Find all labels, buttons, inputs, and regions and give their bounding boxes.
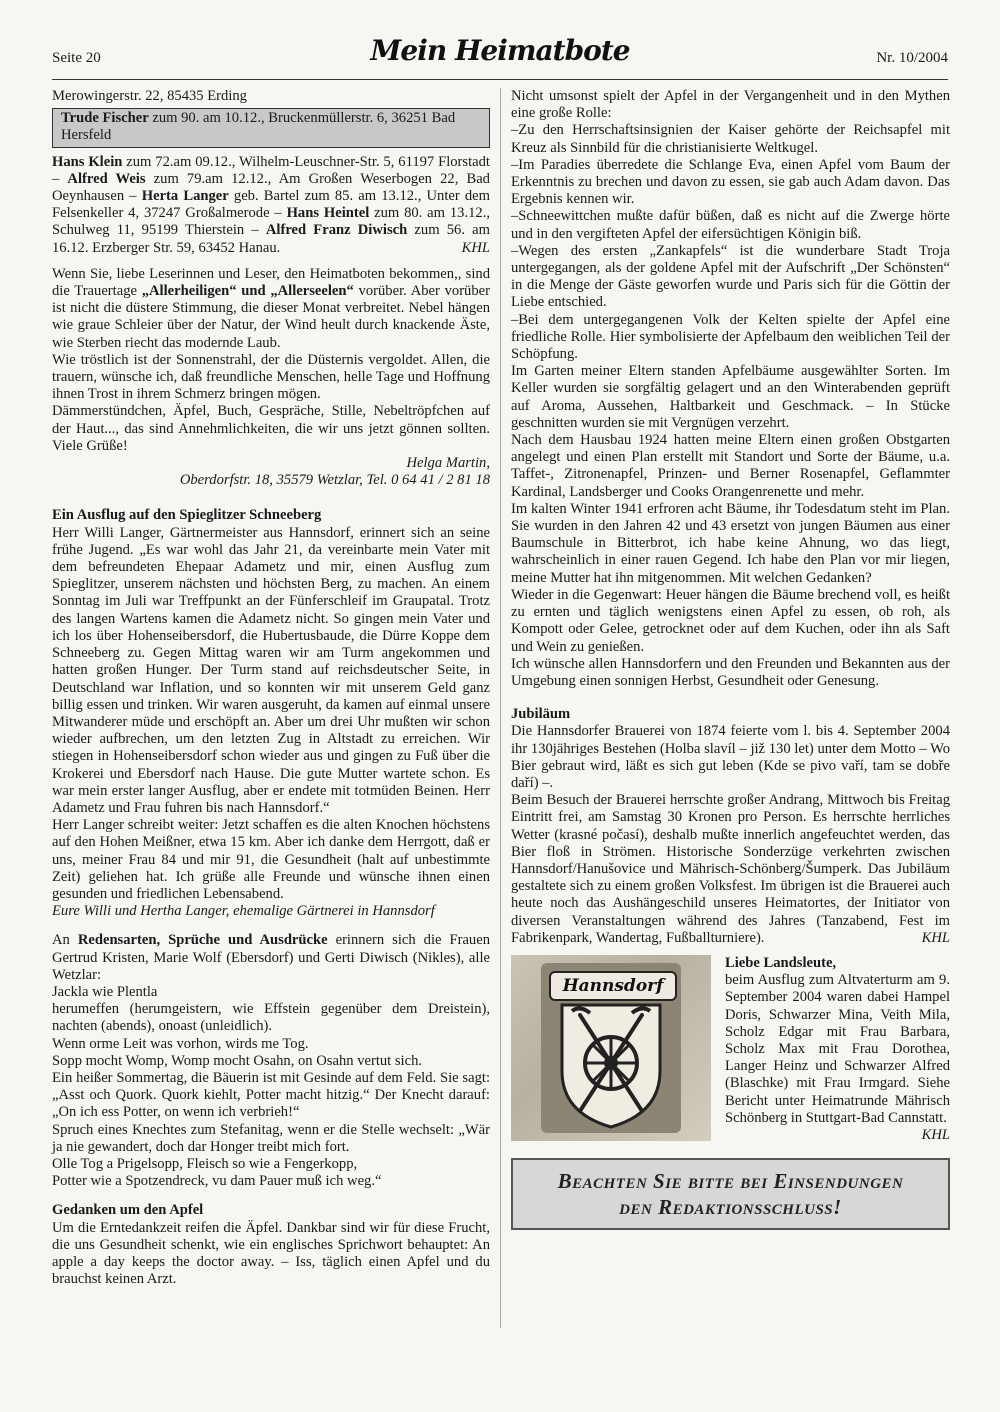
- box-text: zum 90. am 10.12., Bruckenmüllerstr. 6, 36251 Bad Hersfeld: [61, 110, 456, 144]
- jubilee-signature: KHL: [921, 929, 950, 946]
- saying-line: Wenn orme Leit was vorhon, wirds me Tog.: [52, 1035, 309, 1052]
- birthday-name: Alfred Weis: [67, 170, 146, 187]
- letter-text: Wenn Sie, liebe Leserinnen und Leser, den Heimatboten bekommen,, sind die Trauertage: [52, 265, 490, 300]
- sayings-emphasis: Redensarten, Sprüche und Ausdrücke: [77, 932, 328, 949]
- address-line: Merowingerstr. 22, 85435 Erding: [52, 88, 247, 104]
- birthday-text: zum 79.am 12.12., Am Großen Weserbogen 22, Bad Oeynhausen –: [52, 170, 490, 205]
- apple-paragraph: Im Garten meiner Eltern standen Apfelbäume ausgewählter Sorten. Im Keller wurden sie sorgfältig gelagert und an den Winterabenden geprüft auf Aroma, Aussehen, Haltbarkeit und Geschmack. – In Stücke geschnitten wurden sie mit Vergnügen verzehrt.: [511, 363, 950, 431]
- right-column: [511, 88, 950, 1230]
- birthday-name: Hans Heintel: [286, 205, 370, 222]
- saying-line: Olle Tog a Prigelsopp, Fleisch so wie a Fengerkopp,: [52, 1155, 358, 1172]
- saying-line: Ein heißer Sommertag, die Bäuerin ist mit Gesinde auf dem Feld. Sie sagt: „Asst och Quork. Quork kiehlt, Potter macht hitzig.“ Der Knecht darauf: „On ich ess Potter, on wenn ich verbrieh!“: [52, 1069, 490, 1121]
- highlight-box: [52, 108, 490, 147]
- sayings-text: An: [52, 932, 78, 949]
- signature-address: Oberdorfstr. 18, 35579 Wetzlar, Tel. 0 64 41 / 2 81 18: [179, 472, 490, 489]
- birthday-name: Herta Langer: [141, 188, 229, 205]
- landsleute-paragraph: [725, 972, 950, 1143]
- page-number: Seite 20: [52, 50, 101, 66]
- saying-line: herumeffen (herumgeistern, wie Effstein gegenüber dem Dreistein), nachten (abends), onoast (unleidlich).: [52, 1001, 490, 1035]
- jubilee-paragraph: [511, 792, 950, 947]
- birthday-text: geb. Bartel zum 85. am 13.12., Unter dem Felsenkeller 4, 37247 Großalmerode –: [52, 188, 490, 222]
- trip-paragraph: Herr Willi Langer, Gärtnermeister aus Hannsdorf, erinnert sich an seine frühe Jugend. „Es war wohl das Jahr 21, da vereinbarte mein Vater mit dem befreundeten Ehepaar Adametz und mir, einen Ausflug zum Spieglitzer, unserem nächsten und höchsten Berg, zu machen. An einem Sonntag im Juli war Treffpunkt an der Fünferschleif im Graupatal. Trotz des langen Wartens kamen die Adametz nicht. So gingen mein Vater und ich los über Hohenseibersdorf, die Hubertusbaude, die Dürre Koppe dem Schneeberg zu. Gegen Mittag waren wir am Turm angekommen und hatten großen Hunger. Der Turm stand auf reichsdeutscher Seite, in Deutschland war Inflation, und so konnten wir mit unserem Geld ganz billig essen und trinken. Wir waren ausgeruht, da kamen auf einmal unsere Mitwanderer müde und erschöpft an. Aber um drei Uhr mußten wir schon wieder aufbrechen, um den letzten Zug in Altstadt zu erreichen. Wir stiegen in Hohenseibersdorf schon wieder aus und gingen zu Fuß über die Krokerei und Ebersdorf nach Hause. Die gute Mutter wartete schon. Es war mein erster langer Ausflug, aber er endete mit totmüden Beinen. Herr Adametz und Frau fuhren bis nach Hannsdorf.“: [52, 524, 490, 816]
- letter-text: vorüber. Aber vorüber ist nicht die düstere Stimmung, die dieser Monat verbreitet. Nebel hängen wie graue Schleier über der Natur, der Wind heult durch knackende Äste, wie Sterben riecht das modernde Laub.: [52, 283, 490, 351]
- birthday-text: zum 56. am 16.12. Erzberger Str. 59, 63452 Hanau.: [52, 222, 490, 256]
- saying-line: Jackla wie Plentla: [52, 983, 158, 1000]
- trip-signature-text: Eure Willi und Hertha Langer, ehemalige Gärtnerei in Hannsdorf: [52, 903, 435, 920]
- shield-icon: [558, 1001, 664, 1129]
- sayings-text: erinnern sich die Frauen Gertrud Kristen, Marie Wolf (Ebersdorf) und Gerti Diwisch (Nikles), alle Wetzlar:: [52, 932, 490, 983]
- apple-paragraph: Im kalten Winter 1941 erfroren acht Bäume, ihr Todesdatum steht im Plan. Sie wurden in den Jahren 42 und 43 ersetzt von jungen Bäumen aus einer Baumschule in Bitterbrot, ich habe keine Ahnung, wo das liegt, wahrscheinlich in einer rauen Gegend. Ich habe den Plan vor mir liegen, meine Mutter hat ihn mitgenommen. Mit welchen Gedanken?: [511, 500, 950, 586]
- birthday-list: [52, 154, 490, 257]
- letter-paragraph: [52, 266, 490, 352]
- header-divider: [52, 79, 948, 80]
- jubilee-paragraph: Die Hannsdorfer Brauerei von 1874 feierte vom l. bis 4. September 2004 ihr 130jähriges Bestehen (Holba slavíl – již 130 let) unter dem Motto – Wo Bier gebraut wird, läßt es sich gut leben (Kde se pivo vaří, tam se dobře daří) –.: [511, 723, 950, 791]
- column-divider: [500, 88, 501, 1328]
- birthday-text: zum 72.am 09.12., Wilhelm-Leuschner-Str. 5, 61197 Florstadt –: [52, 153, 490, 187]
- notice-line: Beachten Sie bitte bei Einsendungen: [557, 1169, 904, 1194]
- letter-emphasis: „Allerheiligen“ und „Allerseelen“: [141, 283, 354, 300]
- apple-paragraph: Ich wünsche allen Hannsdorfern und den Freunden und Bekannten aus der Umgebung einen sonnigen Herbst, Gesundheit oder Genesung.: [511, 655, 950, 689]
- apple-paragraph: Nach dem Hausbau 1924 hatten meine Eltern einen großen Obstgarten angelegt und einen Plan erstellt mit Standort und Sorte der Bäume, u.a. Taffet-, Zitronenapfel, Prinzen- und Berner Rosenapfel, Geflammter Kardinal, Landsberger und Cooks Orangenrenette und mehr.: [511, 432, 950, 500]
- apple-paragraph: –Schneewittchen mußte dafür büßen, daß es nicht auf die Zwerge hörte und in den vergifteten Apfel der eifersüchtigen Königin biß.: [511, 208, 950, 242]
- apple-paragraph: Nicht umsonst spielt der Apfel in der Vergangenheit und in den Mythen eine große Rolle:: [511, 88, 950, 122]
- saying-line: Potter wie a Spotzendreck, vu dam Pauer muß ich weg.“: [52, 1173, 382, 1190]
- landsleute-signature: KHL: [921, 1126, 950, 1143]
- signature-name: Helga Martin,: [406, 455, 490, 472]
- trip-title: Ein Ausflug auf den Spieglitzer Schneeberg: [52, 507, 322, 524]
- jubilee-title: Jubiläum: [511, 706, 571, 723]
- letter-paragraph: Dämmerstündchen, Äpfel, Buch, Gespräche, Stille, Nebeltröpfchen auf der Haut..., das sind Annehmlichkeiten, die wir uns jetzt gönnen sollten. Viele Grüße!: [52, 403, 490, 454]
- sayings-intro: [52, 932, 490, 984]
- apple-paragraph: –Wegen des ersten „Zankapfels“ ist die wunderbare Stadt Troja untergegangen, als der goldene Apfel mit der Aufschrift „Der Schönsten“ in die Menge der Gäste geworfen wurde und Paris sich für die Göttin der Liebe entschied.: [511, 242, 950, 311]
- letter-signature-address: [52, 472, 490, 489]
- deadline-notice-box: [511, 1158, 950, 1230]
- birthday-name: Hans Klein: [52, 153, 123, 170]
- jubilee-text: Beim Besuch der Brauerei herrschte großer Andrang, Mittwoch bis Freitag Eintritt frei, am Samstag 30 Kronen pro Person. Es herrschte herrliches Wetter (krasné počasí), deshalb mußte innerlich angefeuchtet werden, das Bier floß in Strömen. Historische Sonderzüge verkehrten zwischen Hannsdorf/Hanušovice und Mährisch-Schönberg/Šumperk. Das Jubiläum gestaltete sich zu einem großen Volksfest. Im übrigen ist die Brauerei auch heute noch das Aushängeschild unseres Heimatortes, der Initiator von diversen Veranstaltungen während des Jahres (Tanzabend, Fest im Fabrikenpark, Wandertag, Fußballturniere).: [511, 792, 950, 946]
- notice-line: den Redaktionsschluss!: [619, 1195, 842, 1220]
- coat-of-arms-photo: [511, 955, 711, 1141]
- letter-paragraph: Wie tröstlich ist der Sonnenstrahl, der die Düsternis vergoldet. Allen, die trauern, wünsche ich, daß freundliche Menschen, helle Tage und Hoffnung ihnen Trost in ihrem Schmerz bringen mögen.: [52, 351, 490, 403]
- birthday-signature: KHL: [461, 239, 490, 256]
- photo-banner-label: Hannsdorf: [549, 971, 677, 1001]
- letter-signature-name: [52, 455, 490, 472]
- landsleute-text-block: [725, 955, 950, 1144]
- apple-paragraph: –Bei dem untergegangenen Volk der Kelten spielte der Apfel eine friedliche Rolle. Hier symbolisierte der Apfelbaum den weiblichen Teil der Schöpfung.: [511, 311, 950, 363]
- issue-number: Nr. 10/2004: [876, 50, 948, 66]
- birthday-text: zum 80. am 13.12., Schulweg 11, 95199 Thierstein –: [52, 205, 490, 239]
- landsleute-title: Liebe Landsleute,: [725, 954, 837, 971]
- apple-title: Gedanken um den Apfel: [52, 1202, 204, 1219]
- birthday-name: Alfred Franz Diwisch: [265, 222, 408, 239]
- left-column: [52, 88, 490, 1288]
- trip-paragraph: Herr Langer schreibt weiter: Jetzt schaffen es die alten Knochen höchstens auf den Hohen Meißner, etwa 15 km. Aber ich danke dem Herrgott, daß er uns, meiner Frau 84 und mir 91, die Gesundheit (halt auf unbestimmte Zeit) geliehen hat. Ich grüße alle Freunde und wünsche ihnen einen gesunden und friedlichen Lebensabend.: [52, 817, 490, 902]
- apple-paragraph: Wieder in die Gegenwart: Heuer hängen die Bäume brechend voll, es heißt zu ernten und täglich wenigstens einen Apfel zu essen, ob roh, als Kompott oder Gelee, getrocknet oder auf dem Kuchen, oder ihn als Saft und Wein zu genießen.: [511, 586, 950, 655]
- apple-paragraph: –Zu den Herrschaftsinsignien der Kaiser gehörte der Reichsapfel mit Kreuz als Sinnbild für die christianisierte Weltkugel.: [511, 122, 950, 156]
- saying-line: Spruch eines Knechtes zum Stefanitag, wenn er die Stelle wechselt: „Wär ja nie gewandert, doch dar Honger treibt mich fort.: [52, 1121, 490, 1155]
- box-name: Trude Fischer: [61, 110, 149, 127]
- apple-paragraph: –Im Paradies überredete die Schlange Eva, einen Apfel vom Baum der Erkenntnis zu brechen und davon zu essen, sie gab auch Adam davon. Das Ergebnis kennen wir.: [511, 156, 950, 208]
- landsleute-block: [511, 955, 950, 1144]
- apple-paragraph: Um die Erntedankzeit reifen die Äpfel. Dankbar sind wir für diese Frucht, die uns Gesundheit schenkt, wie ein englisches Sprichwort behauptet: An apple a day keeps the doctor away. – Iss, täglich einen Apfel und du brauchst keinen Arzt.: [52, 1219, 490, 1288]
- page-header: [52, 30, 948, 80]
- trip-signature: [52, 903, 490, 920]
- landsleute-text: beim Ausflug zum Altvaterturm am 9. September 2004 waren dabei Hampel Doris, Schwarzer Mina, Veith Mila, Scholz Edgar mit Frau Barbara, Scholz Max mit Frau Dorothea, Langer Heinz und Schwarzer Alfred (Blaschke) mit Frau Irmgard. Siehe Bericht unter Heimatrunde Mährisch Schönberg in Stuttgart-Bad Cannstatt.: [725, 972, 950, 1126]
- saying-line: Sopp mocht Womp, Womp mocht Osahn, on Osahn vertut sich.: [52, 1052, 423, 1069]
- masthead-title: Mein Heimatbote: [370, 34, 630, 67]
